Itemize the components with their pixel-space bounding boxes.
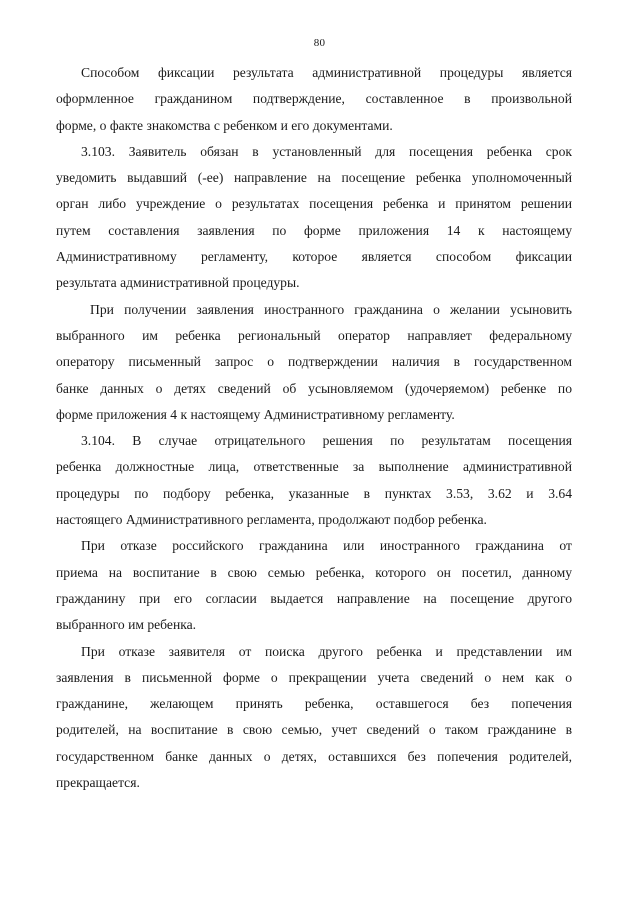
- paragraph-foreign-citizen-request: [56, 297, 572, 428]
- text-line: заявления в письменной форме о прекращении учета сведений о нем как о: [56, 669, 572, 685]
- text-line: Способом фиксации результата административной процедуры является: [81, 65, 572, 80]
- text-line: оператору письменный запрос о подтверждении наличия в государственном: [56, 354, 572, 370]
- text-line: государственном банке данных о детях, оставшихся без попечения родителей,: [56, 748, 572, 764]
- paragraph-3-103: [56, 139, 572, 297]
- document-body: [56, 60, 572, 796]
- text-line: приема на воспитание в свою семью ребенка, которого он посетил, данному: [56, 564, 572, 580]
- text-line: выбранного им ребенка региональный оператор направляет федеральному: [56, 327, 572, 343]
- text-line: ребенка должностные лица, ответственные за выполнение административной: [56, 459, 572, 475]
- text-line: 3.103. Заявитель обязан в установленный для посещения ребенка срок: [81, 143, 572, 159]
- paragraph-applicant-refusal: [56, 639, 572, 797]
- text-line: прекращается.: [56, 775, 140, 791]
- text-line: гражданину при его согласии выдается направление на посещение другого: [56, 590, 572, 606]
- page-number: 80: [313, 37, 326, 49]
- text-line: Административному регламенту, которое является способом фиксации: [56, 249, 572, 265]
- text-line: орган либо учреждение о результатах посещения ребенка и принятом решении: [56, 196, 572, 212]
- text-line: При отказе российского гражданина или иностранного гражданина от: [81, 538, 572, 554]
- text-line: уведомить выдавший (-ее) направление на посещение ребенка уполномоченный: [56, 170, 572, 186]
- paragraph-3-104: [56, 428, 572, 533]
- text-line: путем составления заявления по форме приложения 14 к настоящему: [56, 222, 572, 238]
- text-line: гражданине, желающем принять ребенка, оставшегося без попечения: [56, 696, 572, 712]
- text-line: процедуры по подбору ребенка, указанные в пунктах 3.53, 3.62 и 3.64: [56, 485, 572, 501]
- text-line: При получении заявления иностранного гражданина о желании усыновить: [90, 301, 572, 317]
- text-line: родителей, на воспитание в свою семью, учет сведений о таком гражданине в: [56, 722, 572, 738]
- text-line: банке данных о детях сведений об усыновляемом (удочеряемом) ребенке по: [56, 380, 572, 396]
- text-line: выбранного им ребенка.: [56, 617, 197, 633]
- text-line: При отказе заявителя от поиска другого ребенка и представлении им: [81, 643, 572, 659]
- text-line: форме приложения 4 к настоящему Административному регламенту.: [56, 406, 455, 422]
- text-line: форме, о факте знакомства с ребенком и его документами.: [56, 117, 393, 133]
- paragraph-citizen-refusal: [56, 533, 572, 638]
- paragraph-fixation-method: [56, 60, 572, 139]
- text-line: оформленное гражданином подтверждение, составленное в произвольной: [56, 91, 572, 107]
- text-line: результата административной процедуры.: [56, 275, 300, 291]
- text-line: 3.104. В случае отрицательного решения по результатам посещения: [81, 433, 572, 449]
- text-line: настоящего Административного регламента, продолжают подбор ребенка.: [56, 512, 487, 528]
